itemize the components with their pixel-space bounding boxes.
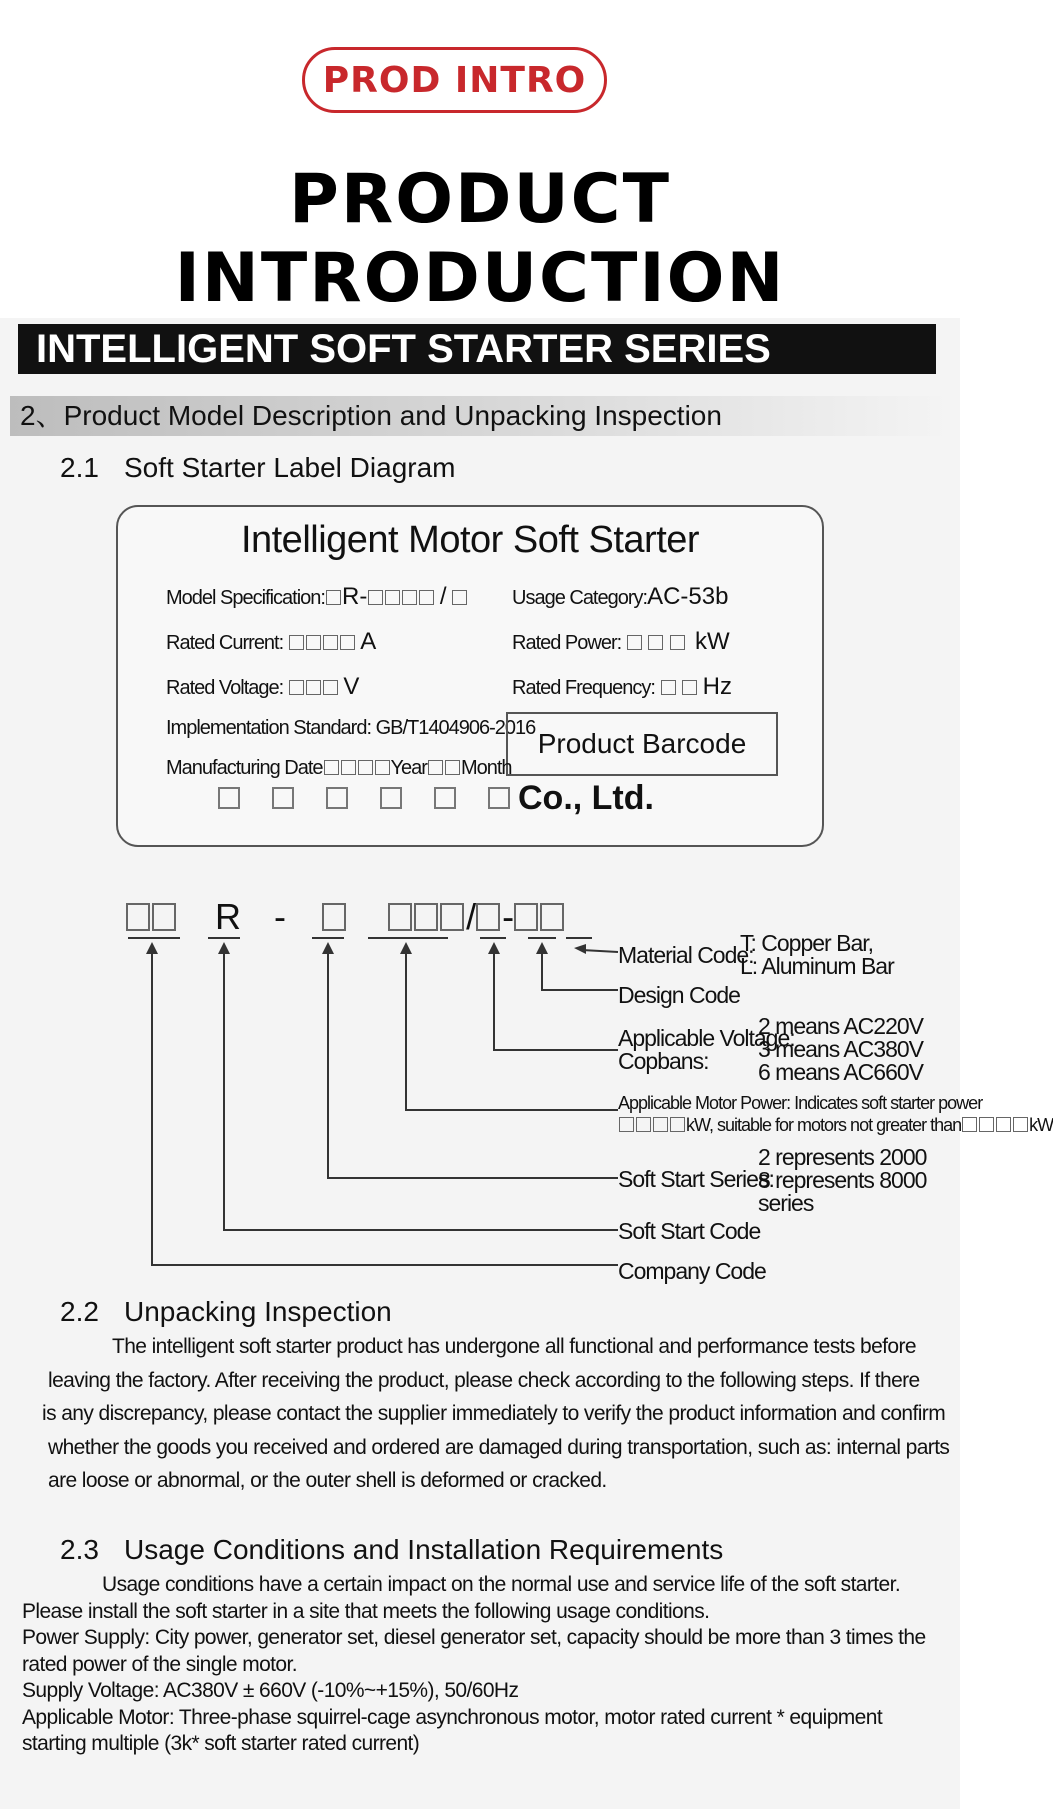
subsection-2-2: 2.2 Unpacking Inspection [60, 1296, 392, 1327]
voltage-option-220: 2 means AC220V [758, 1013, 924, 1039]
design-code-label: Design Code [618, 982, 740, 1008]
implementation-standard: Implementation Standard: GB/T1404906-2016 [166, 717, 536, 739]
paragraph-line: Usage conditions have a certain impact on the normal use and service life of the soft starter. [102, 1573, 901, 1596]
rated-current-field: Rated Current: A [166, 628, 377, 655]
company-code-label: Company Code [618, 1258, 766, 1284]
manufacturing-date-field: Manufacturing Date Year Month [166, 757, 512, 779]
subsection-title: Soft Starter Label Diagram [124, 452, 456, 483]
page-title: PRODUCT INTRODUCTION [174, 160, 786, 318]
soft-start-code-label: Soft Start Code [618, 1218, 761, 1244]
usage-conditions-text [22, 1572, 957, 1758]
unpacking-inspection-text [42, 1330, 958, 1498]
voltage-option-380: 3 means AC380V [758, 1036, 924, 1062]
motor-power-detail: kW, suitable for motors not greater than kW [618, 1116, 1053, 1134]
label-title: Intelligent Motor Soft Starter [240, 519, 700, 561]
rated-voltage-field: Rated Voltage: V [166, 673, 360, 700]
paragraph-line: Please install the soft starter in a site that meets the following usage conditions. [22, 1599, 710, 1623]
paragraph-line: Supply Voltage: AC380V ± 660V (-10%~+15%), 50/60Hz [22, 1679, 519, 1702]
paragraph-line: whether the goods you received and ordered are damaged during transportation, such as: internal parts [48, 1435, 950, 1459]
copbans-label: Copbans: [618, 1048, 709, 1074]
subsection-number: 2.1 [60, 452, 99, 483]
paragraph-line: leaving the factory. After receiving the product, please check according to the following steps. If there [48, 1368, 920, 1392]
series-option-8000: 8 represents 8000 [758, 1167, 927, 1193]
product-barcode-box: Product Barcode [506, 712, 778, 776]
paragraph-line: rated power of the single motor. [22, 1652, 297, 1676]
paragraph-line: Power Supply: City power, generator set, diesel generator set, capacity should be more than 3 times the [22, 1626, 926, 1649]
paragraph-line: The intelligent soft starter product has undergone all functional and performance tests before [112, 1335, 916, 1358]
voltage-option-660: 6 means AC660V [758, 1059, 924, 1085]
material-code-aluminum: L: Aluminum Bar [740, 953, 894, 979]
soft-start-series-label: Soft Start Series: [618, 1166, 774, 1192]
company-name-row: Co., Ltd. [218, 779, 654, 818]
series-suffix: series [758, 1190, 814, 1216]
applicable-motor-power-label: Applicable Motor Power: Indicates soft starter power [618, 1093, 983, 1113]
paragraph-line: are loose or abnormal, or the outer shell is deformed or cracked. [48, 1469, 607, 1492]
paragraph-line: is any discrepancy, please contact the supplier immediately to verify the product information and confirm [42, 1402, 946, 1425]
applicable-voltage-label: Applicable Voltage: [618, 1025, 795, 1051]
rated-frequency-field: Rated Frequency: Hz [512, 673, 733, 700]
subsection-2-3: 2.3 Usage Conditions and Installation Requirements [60, 1534, 724, 1565]
material-code-label: Material Code: [618, 942, 754, 968]
section-heading: 2、Product Model Description and Unpacking Inspection [10, 396, 950, 436]
rated-power-field: Rated Power: kW [512, 628, 730, 655]
material-code-copper: T: Copper Bar, [740, 930, 874, 956]
series-banner: INTELLIGENT SOFT STARTER SERIES [18, 324, 936, 374]
paragraph-line: Applicable Motor: Three-phase squirrel-cage asynchronous motor, motor rated current * equipment [22, 1705, 883, 1729]
prod-intro-badge: PROD INTRO [302, 47, 607, 113]
usage-category-field: Usage Category:AC-53b [512, 583, 729, 610]
model-code-row: R - / - [126, 896, 566, 938]
paragraph-line: starting multiple (3k* soft starter rated current) [22, 1732, 420, 1755]
series-option-2000: 2 represents 2000 [758, 1144, 927, 1170]
model-spec-field: Model Specification: R- / [166, 583, 468, 611]
